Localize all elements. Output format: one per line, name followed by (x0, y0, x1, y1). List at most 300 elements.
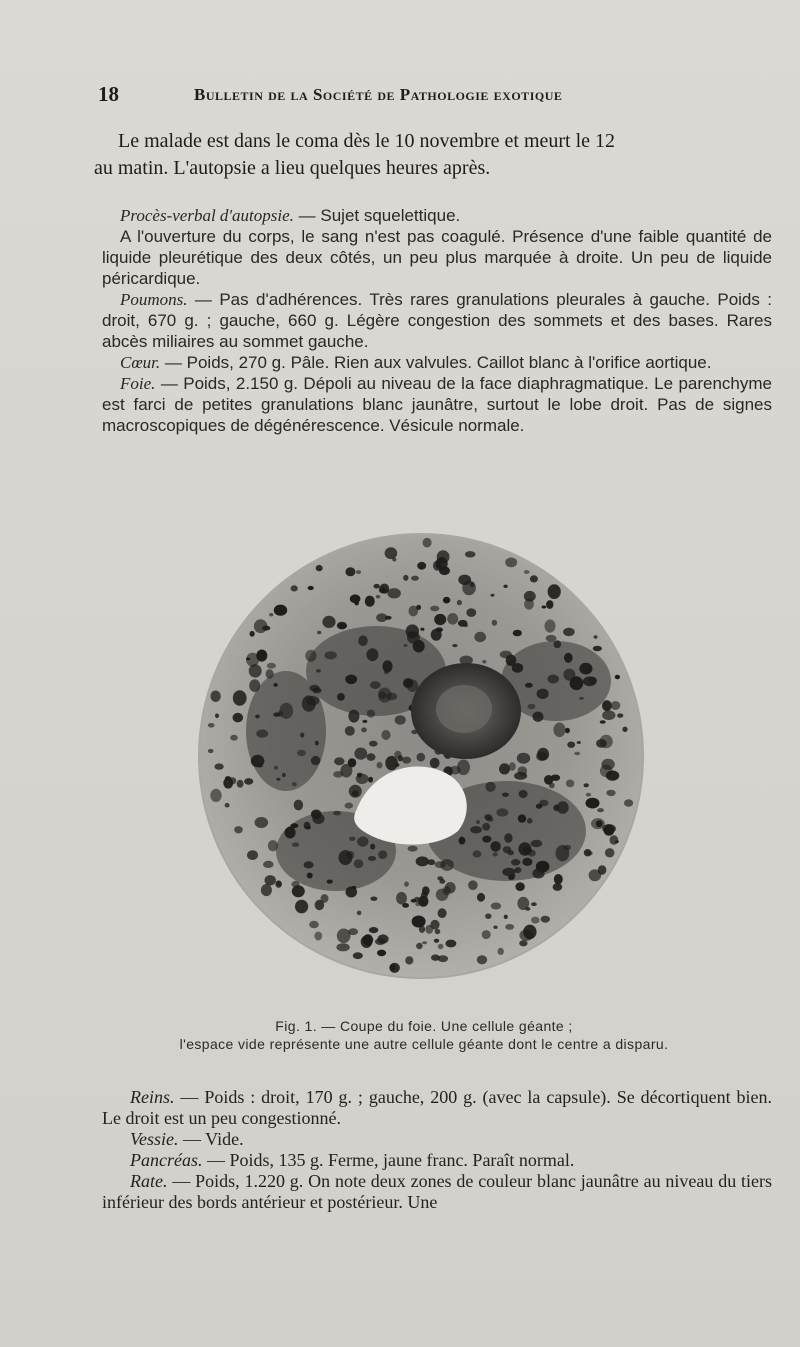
cell-nucleus (350, 594, 361, 603)
cell-nucleus (251, 755, 265, 767)
cell-nucleus (266, 669, 274, 679)
micrograph-image (196, 531, 646, 981)
autopsy-paragraph (102, 226, 772, 289)
cell-nucleus (547, 675, 559, 684)
autopsy-paragraph (102, 373, 772, 436)
cell-nucleus (491, 594, 495, 597)
cell-nucleus (533, 712, 544, 722)
cell-nucleus (348, 758, 357, 767)
cell-nucleus (542, 606, 547, 609)
autopsy-label: Procès-verbal d'autopsie. (120, 206, 294, 225)
organ-text: — Poids, 1.220 g. On note deux zones de couleur blanc jaunâtre au niveau du tiers inférieur des bords antérieur et postérieur. Une (102, 1171, 772, 1212)
cell-nucleus (291, 881, 299, 888)
cell-nucleus (357, 837, 368, 847)
cell-nucleus (438, 944, 444, 949)
cell-nucleus (383, 589, 387, 592)
cell-nucleus (430, 758, 440, 768)
cell-nucleus (492, 620, 497, 626)
cell-nucleus (565, 728, 570, 734)
cell-nucleus (327, 880, 333, 884)
cell-nucleus (402, 757, 411, 764)
organ-label: Reins. (130, 1087, 175, 1107)
cell-nucleus (346, 851, 354, 859)
cell-nucleus (308, 586, 314, 590)
cell-nucleus (237, 780, 244, 788)
autopsy-report (102, 205, 772, 436)
cell-nucleus (589, 869, 602, 881)
cell-nucleus (485, 782, 495, 792)
cell-nucleus (361, 727, 367, 732)
organ-paragraph (102, 1129, 772, 1150)
cell-nucleus (548, 584, 561, 599)
cell-nucleus (416, 943, 423, 949)
cell-nucleus (416, 605, 421, 610)
cell-nucleus (514, 772, 527, 780)
cell-nucleus (257, 653, 264, 660)
cell-nucleus (274, 766, 278, 770)
cell-nucleus (233, 690, 247, 706)
cell-nucleus (390, 964, 396, 971)
cell-nucleus (602, 710, 615, 720)
autopsy-text: — Pas d'adhérences. Très rares granulations pleurales à gauche. Poids : droit, 670 g. ; gauche, 660 g. Légère congestion des sommets et des bases. Rares abcès miliaires au sommet gauche. (102, 290, 772, 351)
cell-nucleus (457, 760, 470, 776)
cell-nucleus (215, 714, 219, 719)
cell-nucleus (596, 739, 607, 748)
cell-nucleus (304, 861, 314, 868)
intro-paragraph (94, 128, 758, 182)
cell-nucleus (491, 903, 501, 910)
cell-nucleus (532, 868, 544, 878)
organ-label: Rate. (130, 1171, 168, 1191)
autopsy-paragraph (102, 289, 772, 352)
intro-line-2: au matin. L'autopsie a lieu quelques heures après. (94, 157, 491, 179)
cell-nucleus (208, 723, 215, 728)
cell-nucleus (417, 562, 426, 570)
cell-nucleus (300, 733, 304, 738)
cell-nucleus (358, 635, 368, 646)
cell-nucleus (554, 874, 563, 884)
cell-nucleus (274, 683, 278, 687)
cell-nucleus (275, 880, 282, 888)
figure-caption (104, 1017, 744, 1053)
cell-nucleus (537, 748, 549, 761)
cell-nucleus (624, 799, 633, 807)
cell-nucleus (395, 715, 406, 724)
cell-nucleus (367, 753, 376, 761)
cell-nucleus (601, 759, 614, 770)
cell-nucleus (468, 880, 478, 890)
cell-nucleus (513, 630, 522, 637)
cell-nucleus (276, 778, 280, 781)
cell-nucleus (502, 793, 509, 797)
cell-nucleus (377, 934, 388, 943)
cell-nucleus (417, 753, 426, 762)
cell-nucleus (210, 691, 220, 702)
cell-nucleus (348, 710, 359, 723)
cell-nucleus (509, 762, 516, 770)
cell-nucleus (611, 701, 621, 710)
cell-nucleus (282, 773, 286, 777)
cell-nucleus (602, 700, 612, 711)
cell-nucleus (523, 847, 532, 855)
cell-nucleus (411, 576, 419, 581)
cell-nucleus (531, 840, 543, 847)
cell-nucleus (233, 713, 244, 723)
running-header (98, 82, 658, 110)
cell-nucleus (617, 713, 623, 717)
cell-nucleus (435, 929, 441, 934)
cell-nucleus (505, 924, 514, 930)
cell-nucleus (482, 836, 491, 843)
autopsy-label: Poumons. (120, 290, 188, 309)
cell-nucleus (336, 943, 349, 951)
cell-nucleus (345, 567, 355, 576)
cell-nucleus (519, 790, 528, 798)
autopsy-paragraph (102, 205, 772, 226)
cell-nucleus (458, 620, 468, 627)
cell-nucleus (321, 894, 329, 903)
cell-nucleus (315, 741, 319, 746)
cell-nucleus (553, 883, 563, 891)
cell-nucleus (354, 859, 364, 868)
cell-nucleus (370, 681, 381, 689)
cell-nucleus (353, 952, 363, 959)
cell-nucleus (314, 932, 322, 941)
cell-nucleus (430, 606, 439, 612)
cell-nucleus (531, 917, 539, 924)
cell-nucleus (378, 688, 392, 703)
cell-nucleus (482, 930, 491, 939)
cell-nucleus (517, 753, 530, 764)
cell-nucleus (210, 789, 221, 802)
cell-nucleus (579, 663, 592, 675)
cell-nucleus (531, 902, 537, 906)
cell-nucleus (438, 908, 447, 918)
cell-nucleus (593, 646, 602, 652)
cell-nucleus (434, 939, 439, 943)
cell-nucleus (356, 570, 361, 574)
cell-nucleus (255, 715, 260, 719)
cell-nucleus (579, 697, 584, 700)
organ-findings (102, 1087, 772, 1213)
cell-nucleus (381, 730, 390, 740)
cell-nucleus (363, 934, 373, 945)
cell-nucleus (385, 547, 398, 559)
cell-nucleus (504, 915, 508, 919)
cell-nucleus (474, 632, 486, 642)
cell-nucleus (443, 597, 450, 604)
cell-nucleus (557, 801, 569, 814)
cell-nucleus (525, 683, 533, 688)
cell-nucleus (482, 823, 490, 831)
cell-nucleus (597, 808, 604, 812)
autopsy-label: Cœur. (120, 353, 161, 372)
cell-nucleus (337, 622, 347, 630)
cell-nucleus (354, 748, 367, 760)
cell-nucleus (551, 775, 560, 781)
cell-nucleus (437, 876, 443, 880)
cell-nucleus (452, 644, 457, 647)
cell-nucleus (291, 823, 299, 828)
cell-nucleus (292, 842, 299, 847)
cell-nucleus (527, 818, 533, 824)
cell-nucleus (606, 790, 615, 796)
cell-nucleus (427, 859, 435, 865)
cell-nucleus (395, 763, 399, 767)
cell-nucleus (294, 800, 303, 811)
cell-nucleus (362, 720, 367, 723)
cell-nucleus (515, 882, 524, 891)
cell-nucleus (422, 886, 430, 895)
autopsy-label: Foie. (120, 374, 156, 393)
cell-nucleus (530, 575, 538, 582)
cell-nucleus (574, 752, 580, 755)
cell-nucleus (485, 913, 491, 919)
cell-nucleus (225, 803, 230, 808)
cell-nucleus (366, 648, 378, 661)
cell-nucleus (457, 600, 462, 605)
cell-nucleus (504, 833, 512, 842)
cell-nucleus (268, 840, 278, 851)
cell-nucleus (564, 653, 573, 663)
cell-nucleus (447, 613, 458, 625)
cell-nucleus (553, 723, 565, 738)
cell-nucleus (208, 749, 214, 753)
cell-nucleus (420, 628, 424, 631)
cell-nucleus (525, 907, 530, 911)
cell-nucleus (523, 925, 536, 940)
cell-nucleus (477, 893, 485, 902)
cell-nucleus (357, 911, 362, 916)
cell-nucleus (503, 585, 507, 588)
cell-nucleus (302, 696, 316, 712)
cell-nucleus (605, 848, 615, 857)
cell-nucleus (564, 845, 571, 850)
cell-nucleus (247, 850, 258, 860)
cell-nucleus (512, 663, 523, 673)
cell-nucleus (333, 771, 343, 778)
cell-nucleus (546, 635, 557, 642)
cell-nucleus (316, 669, 321, 672)
cell-nucleus (285, 827, 296, 839)
cell-nucleus (385, 756, 398, 770)
cell-nucleus (411, 899, 417, 903)
cell-nucleus (368, 856, 376, 861)
cell-nucleus (511, 859, 520, 866)
cell-nucleus (434, 614, 446, 625)
running-title: Bulletin de la Société de Pathologie exotique (194, 85, 563, 104)
cell-nucleus (297, 750, 306, 756)
cell-nucleus (215, 763, 224, 769)
cell-nucleus (470, 826, 482, 833)
cell-nucleus (436, 557, 448, 570)
autopsy-text: — Sujet squelettique. (293, 206, 461, 225)
cell-nucleus (269, 613, 273, 616)
cell-nucleus (584, 849, 592, 856)
cell-nucleus (519, 940, 527, 946)
cell-nucleus (528, 704, 536, 709)
cell-nucleus (476, 820, 480, 824)
cell-nucleus (369, 927, 378, 933)
cell-nucleus (317, 631, 321, 634)
cell-nucleus (351, 886, 356, 889)
cell-nucleus (570, 676, 584, 690)
cell-nucleus (591, 818, 605, 829)
autopsy-text: — Poids, 2.150 g. Dépoli au niveau de la face diaphragmatique. Le parenchyme est farci de petites granulations blanc jaunâtre, surtout le lobe droit. Pas de signes macroscopiques de dégénérescence. Vésicule normale. (102, 374, 772, 435)
cell-nucleus (387, 588, 401, 598)
cell-nucleus (554, 640, 562, 648)
cell-nucleus (324, 651, 336, 659)
cell-nucleus (377, 762, 383, 769)
cell-nucleus (403, 678, 413, 688)
cell-nucleus (477, 955, 487, 964)
cell-nucleus (316, 565, 323, 571)
cell-nucleus (254, 619, 268, 633)
cell-nucleus (566, 780, 574, 788)
cell-nucleus (357, 773, 363, 777)
organ-label: Pancréas. (130, 1150, 203, 1170)
cell-nucleus (416, 856, 429, 866)
organ-paragraph (102, 1171, 772, 1213)
cell-nucleus (295, 900, 308, 914)
cell-nucleus (622, 727, 627, 732)
cell-nucleus (490, 841, 500, 852)
cell-nucleus (377, 950, 386, 957)
cell-nucleus (423, 538, 432, 548)
organ-label: Vessie. (130, 1129, 179, 1149)
cell-nucleus (583, 676, 597, 686)
cell-nucleus (486, 817, 493, 822)
cell-nucleus (462, 581, 476, 596)
cell-nucleus (545, 619, 556, 632)
cell-nucleus (334, 757, 344, 765)
cell-nucleus (493, 926, 497, 929)
caption-line-2: l'espace vide représente une autre cellule géante dont le centre a disparu. (179, 1036, 669, 1052)
cell-nucleus (322, 616, 335, 628)
cell-nucleus (430, 920, 439, 930)
cell-nucleus (482, 660, 486, 663)
cell-nucleus (438, 955, 448, 962)
cell-nucleus (445, 940, 456, 948)
cell-nucleus (594, 635, 598, 638)
organ-text: — Vide. (178, 1129, 244, 1149)
cell-nucleus (586, 798, 600, 809)
autopsy-text: — Poids, 270 g. Pâle. Rien aux valvules. Caillot blanc à l'orifice aortique. (160, 353, 712, 372)
cell-nucleus (255, 817, 269, 828)
cell-nucleus (422, 941, 427, 944)
cell-nucleus (263, 861, 274, 868)
cell-nucleus (610, 835, 619, 844)
cell-nucleus (419, 926, 425, 933)
cell-nucleus (370, 897, 377, 901)
cell-nucleus (230, 735, 238, 741)
cell-nucleus (615, 675, 620, 680)
organ-paragraph (102, 1150, 772, 1171)
cell-nucleus (345, 675, 357, 685)
cell-nucleus (382, 660, 392, 672)
cell-nucleus (374, 584, 380, 589)
caption-line-1: Fig. 1. — Coupe du foie. Une cellule géante ; (275, 1018, 573, 1034)
cell-nucleus (577, 741, 581, 744)
cell-nucleus (546, 600, 553, 609)
cell-nucleus (345, 726, 355, 736)
cell-nucleus (498, 948, 504, 955)
cell-nucleus (244, 778, 253, 785)
cell-nucleus (606, 771, 619, 781)
cell-nucleus (256, 730, 268, 738)
cell-nucleus (466, 608, 476, 617)
cell-nucleus (348, 928, 358, 935)
cell-nucleus (499, 763, 510, 774)
cell-nucleus (465, 551, 476, 557)
cell-nucleus (537, 689, 549, 699)
organ-text: — Poids : droit, 170 g. ; gauche, 200 g. (avec la capsule). Se décortiquent bien. Le droit est un peu congestionné. (102, 1087, 772, 1128)
intro-line-1: Le malade est dans le coma dès le 10 novembre et meurt le 12 (118, 130, 616, 152)
cell-nucleus (345, 803, 353, 809)
cell-nucleus (368, 777, 373, 783)
autopsy-text: A l'ouverture du corps, le sang n'est pas coagulé. Présence d'une faible quantité de liquide pleurétique des deux côtés, un peu plus marquée à droite. Un peu de liquide péricardique. (102, 227, 772, 288)
cell-nucleus (267, 663, 276, 669)
micrograph-figure (196, 531, 646, 981)
page-number: 18 (98, 82, 119, 106)
cell-nucleus (473, 850, 482, 857)
cell-nucleus (505, 558, 517, 568)
cell-nucleus (274, 605, 287, 616)
cell-nucleus (412, 916, 426, 928)
cell-nucleus (367, 710, 375, 718)
cell-nucleus (249, 679, 260, 692)
cell-nucleus (250, 631, 255, 637)
organ-text: — Poids, 135 g. Ferme, jaune franc. Paraît normal. (202, 1150, 575, 1170)
cell-nucleus (431, 629, 442, 641)
cell-nucleus (376, 595, 381, 599)
cell-nucleus (459, 837, 466, 845)
cell-nucleus (311, 810, 322, 820)
cell-nucleus (229, 777, 236, 784)
cell-nucleus (311, 756, 320, 765)
cell-nucleus (292, 782, 297, 786)
cell-nucleus (522, 858, 532, 866)
cell-nucleus (514, 867, 521, 873)
cell-nucleus (307, 873, 313, 879)
cell-nucleus (312, 688, 321, 694)
cell-nucleus (493, 852, 498, 856)
cell-nucleus (349, 837, 355, 841)
cell-nucleus (305, 650, 316, 662)
cell-nucleus (403, 575, 408, 581)
autopsy-paragraph (102, 352, 772, 373)
cell-nucleus (502, 868, 515, 876)
cell-nucleus (567, 742, 575, 748)
cell-nucleus (333, 811, 341, 816)
cell-nucleus (378, 850, 387, 859)
cell-nucleus (507, 850, 514, 855)
cell-nucleus (586, 793, 591, 797)
cell-nucleus (405, 956, 413, 964)
cell-nucleus (265, 875, 276, 885)
cell-nucleus (404, 644, 408, 647)
cell-nucleus (352, 790, 359, 796)
cell-nucleus (563, 628, 575, 637)
cell-nucleus (261, 884, 272, 896)
cell-nucleus (365, 596, 375, 607)
cell-nucleus (600, 720, 606, 724)
cell-nucleus (279, 703, 293, 719)
cell-nucleus (524, 591, 536, 602)
cell-nucleus (524, 570, 530, 574)
cell-nucleus (435, 861, 446, 868)
cell-nucleus (370, 844, 375, 850)
